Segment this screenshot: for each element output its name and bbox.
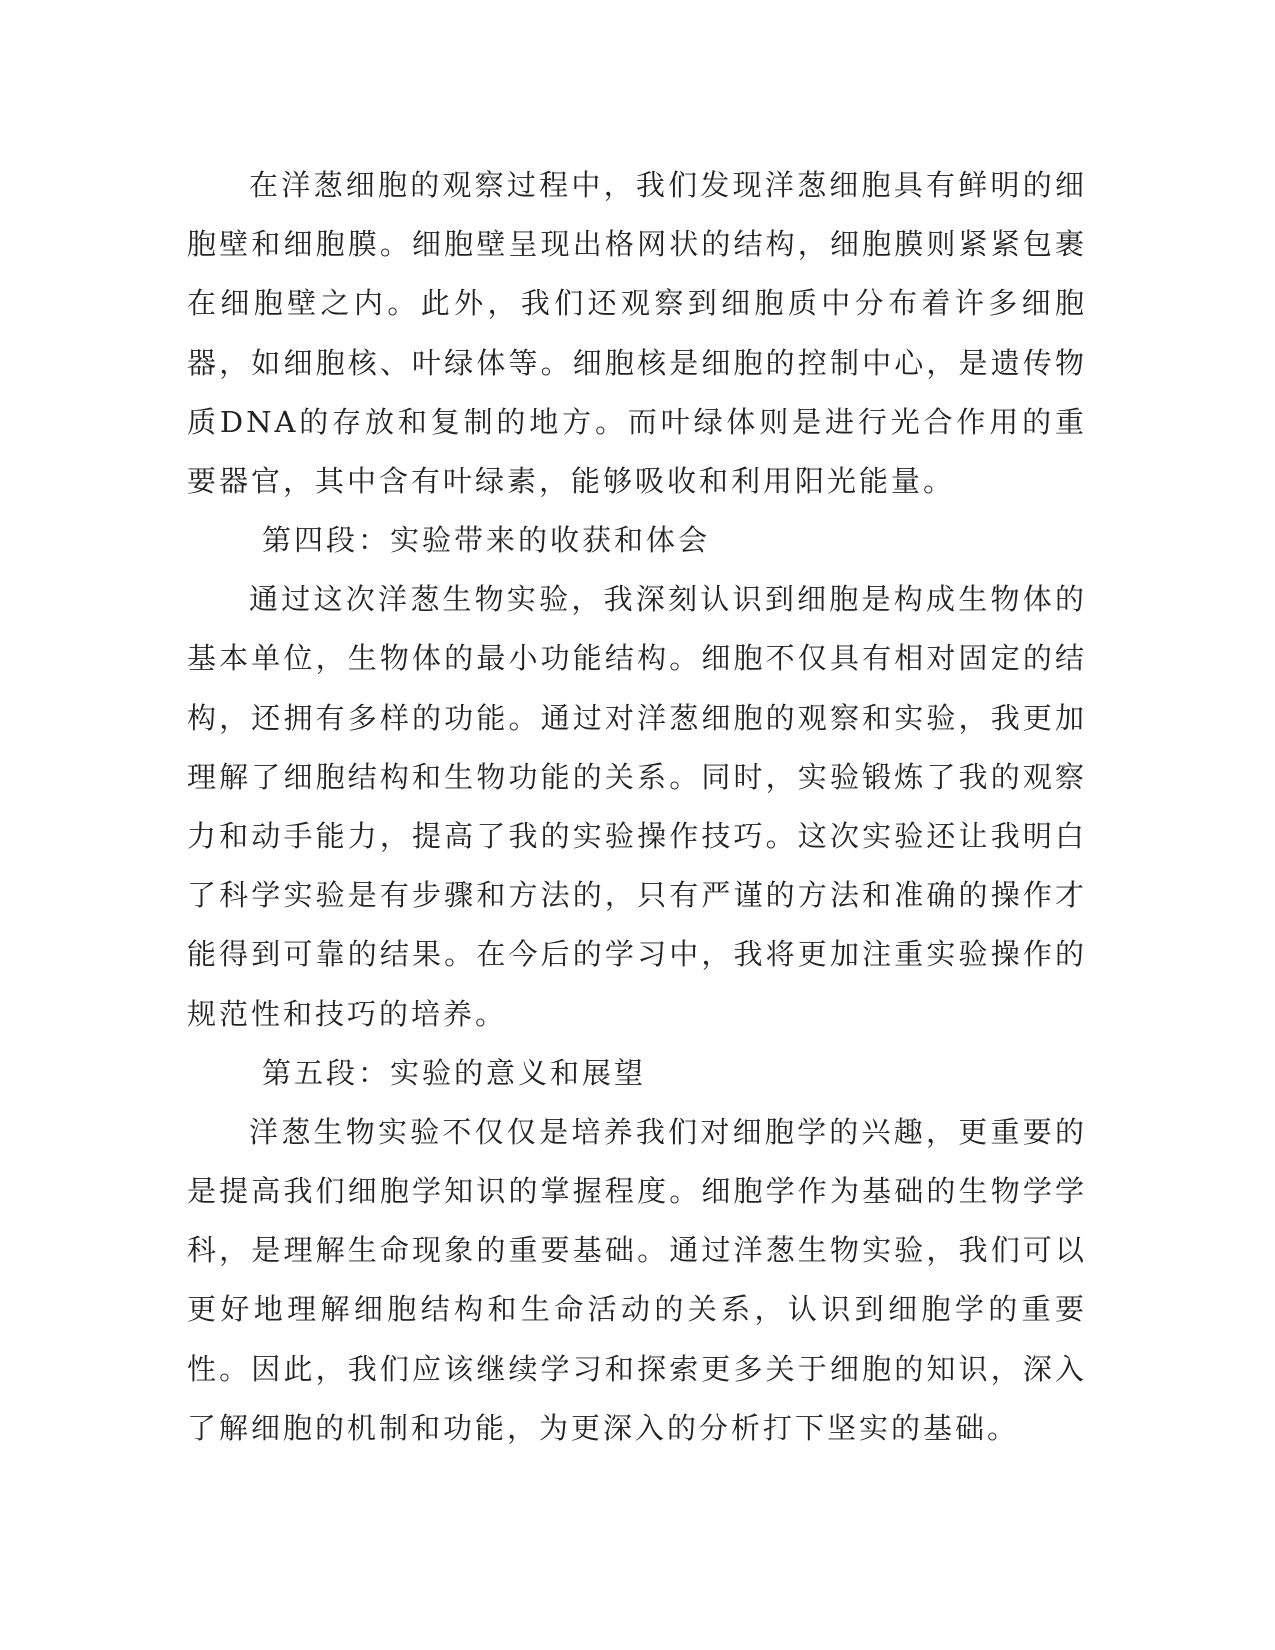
section-heading-5: 第五段：实验的意义和展望: [262, 1055, 647, 1090]
section-heading-4: 第四段：实验带来的收获和体会: [262, 523, 711, 558]
document-body: [187, 156, 1087, 1458]
paragraph-gains-and-insights: 通过这次洋葱生物实验，我深刻认识到细胞是构成生物体的基本单位，生物体的最小功能结构。细胞不仅具有相对固定的结构，还拥有多样的功能。通过对洋葱细胞的观察和实验，我更加理解了细胞结构和生物功能的关系。同时，实验锻炼了我的观察力和动手能力，提高了我的实验操作技巧。这次实验还让我明白了科学实验是有步骤和方法的，只有严谨的方法和准确的操作才能得到可靠的结果。在今后的学习中，我将更加注重实验操作的规范性和技巧的培养。: [187, 582, 1087, 1031]
paragraph-onion-cell-observation: 在洋葱细胞的观察过程中，我们发现洋葱细胞具有鲜明的细胞壁和细胞膜。细胞壁呈现出格网状的结构，细胞膜则紧紧包裹在细胞壁之内。此外，我们还观察到细胞质中分布着许多细胞器，如细胞核、叶绿体等。细胞核是细胞的控制中心，是遗传物质DNA的存放和复制的地方。而叶绿体则是进行光合作用的重要器官，其中含有叶绿素，能够吸收和利用阳光能量。: [187, 168, 1087, 499]
paragraph-significance-and-outlook: 洋葱生物实验不仅仅是培养我们对细胞学的兴趣，更重要的是提高我们细胞学知识的掌握程度。细胞学作为基础的生物学学科，是理解生命现象的重要基础。通过洋葱生物实验，我们可以更好地理解细胞结构和生命活动的关系，认识到细胞学的重要性。因此，我们应该继续学习和探索更多关于细胞的知识，深入了解细胞的机制和功能，为更深入的分析打下坚实的基础。: [187, 1114, 1087, 1445]
